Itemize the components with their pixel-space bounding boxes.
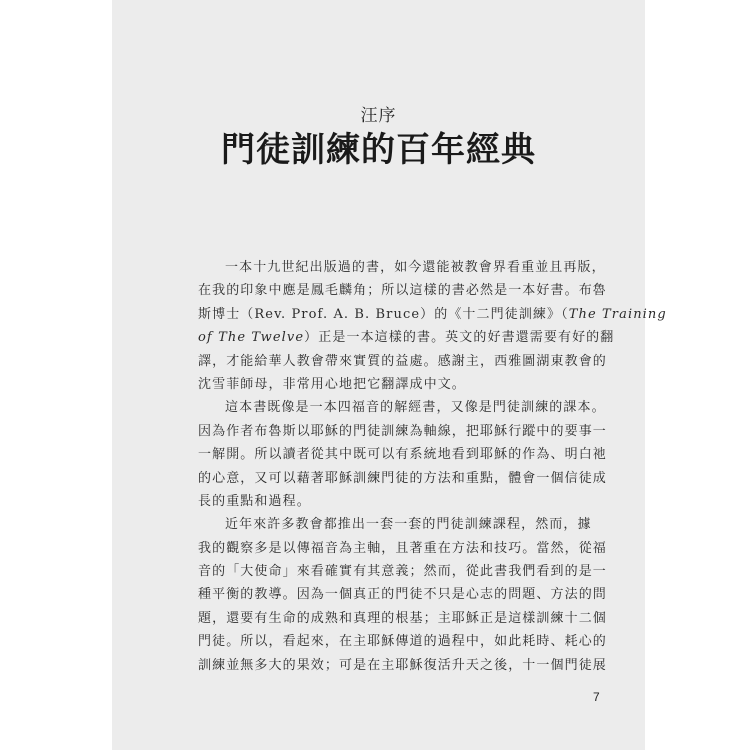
text-line: 這本書既像是一本四福音的解經書，又像是門徒訓練的課本。 [225,400,606,416]
text-line: 因為作者布魯斯以耶穌的門徒訓練為軸線，把耶穌行蹤中的要事一 [198,423,607,439]
text-line: 音的「大使命」來看確實有其意義；然而，從此書我們看到的是一 [198,564,607,580]
body-text [198,256,667,677]
book-title-english-cont: of The Twelve [198,330,305,346]
text-line: 一本十九世紀出版過的書，如今還能被教會界看重並且再版， [225,260,606,275]
text-line: 訓練並無多大的果效；可是在主耶穌復活升天之後，十一個門徒展 [198,657,607,673]
preface-author-heading: 汪序 [360,106,397,126]
text-line: 一解開。所以讀者從其中既可以有系統地看到耶穌的作為、明白祂 [198,447,607,463]
text-segment: 斯博士（Rev. Prof. A. B. Bruce）的《十二門徒訓練》（ [198,306,569,322]
book-page [112,0,667,750]
text-line: 沈雪菲師母，非常用心地把它翻譯成中文。 [198,376,466,392]
text-line: 門徒。所以，看起來，在主耶穌傳道的過程中，如此耗時、耗心的 [198,634,607,650]
text-segment: ）正是一本這樣的書。英文的好書還需要有好的翻 [304,330,615,346]
page-title: 門徒訓練的百年經典 [221,130,536,170]
text-line: 我的觀察多是以傳福音為主軸，且著重在方法和技巧。當然，從福 [198,540,607,556]
text-line [198,326,615,349]
text-line: 的心意，又可以藉著耶穌訓練門徒的方法和重點，體會一個信徒成 [198,470,607,486]
text-line: 在我的印象中應是鳳毛麟角；所以這樣的書必然是一本好書。布魯 [198,283,607,299]
text-line: 近年來許多教會都推出一套一套的門徒訓練課程，然而，據 [225,517,592,533]
text-line: 題，還要有生命的成熟和真理的根基；主耶穌正是這樣訓練十二個 [198,610,607,626]
book-title-english: The Training [568,306,667,322]
text-line: 長的重點和過程。 [198,493,311,509]
text-line [198,303,667,326]
text-line: 譯，才能給華人教會帶來實質的益處。感謝主，西雅圖湖東教會的 [198,353,607,369]
text-line: 種平衡的教導。因為一個真正的門徒不只是心志的問題、方法的問 [198,587,607,603]
page-number: 7 [593,690,600,704]
